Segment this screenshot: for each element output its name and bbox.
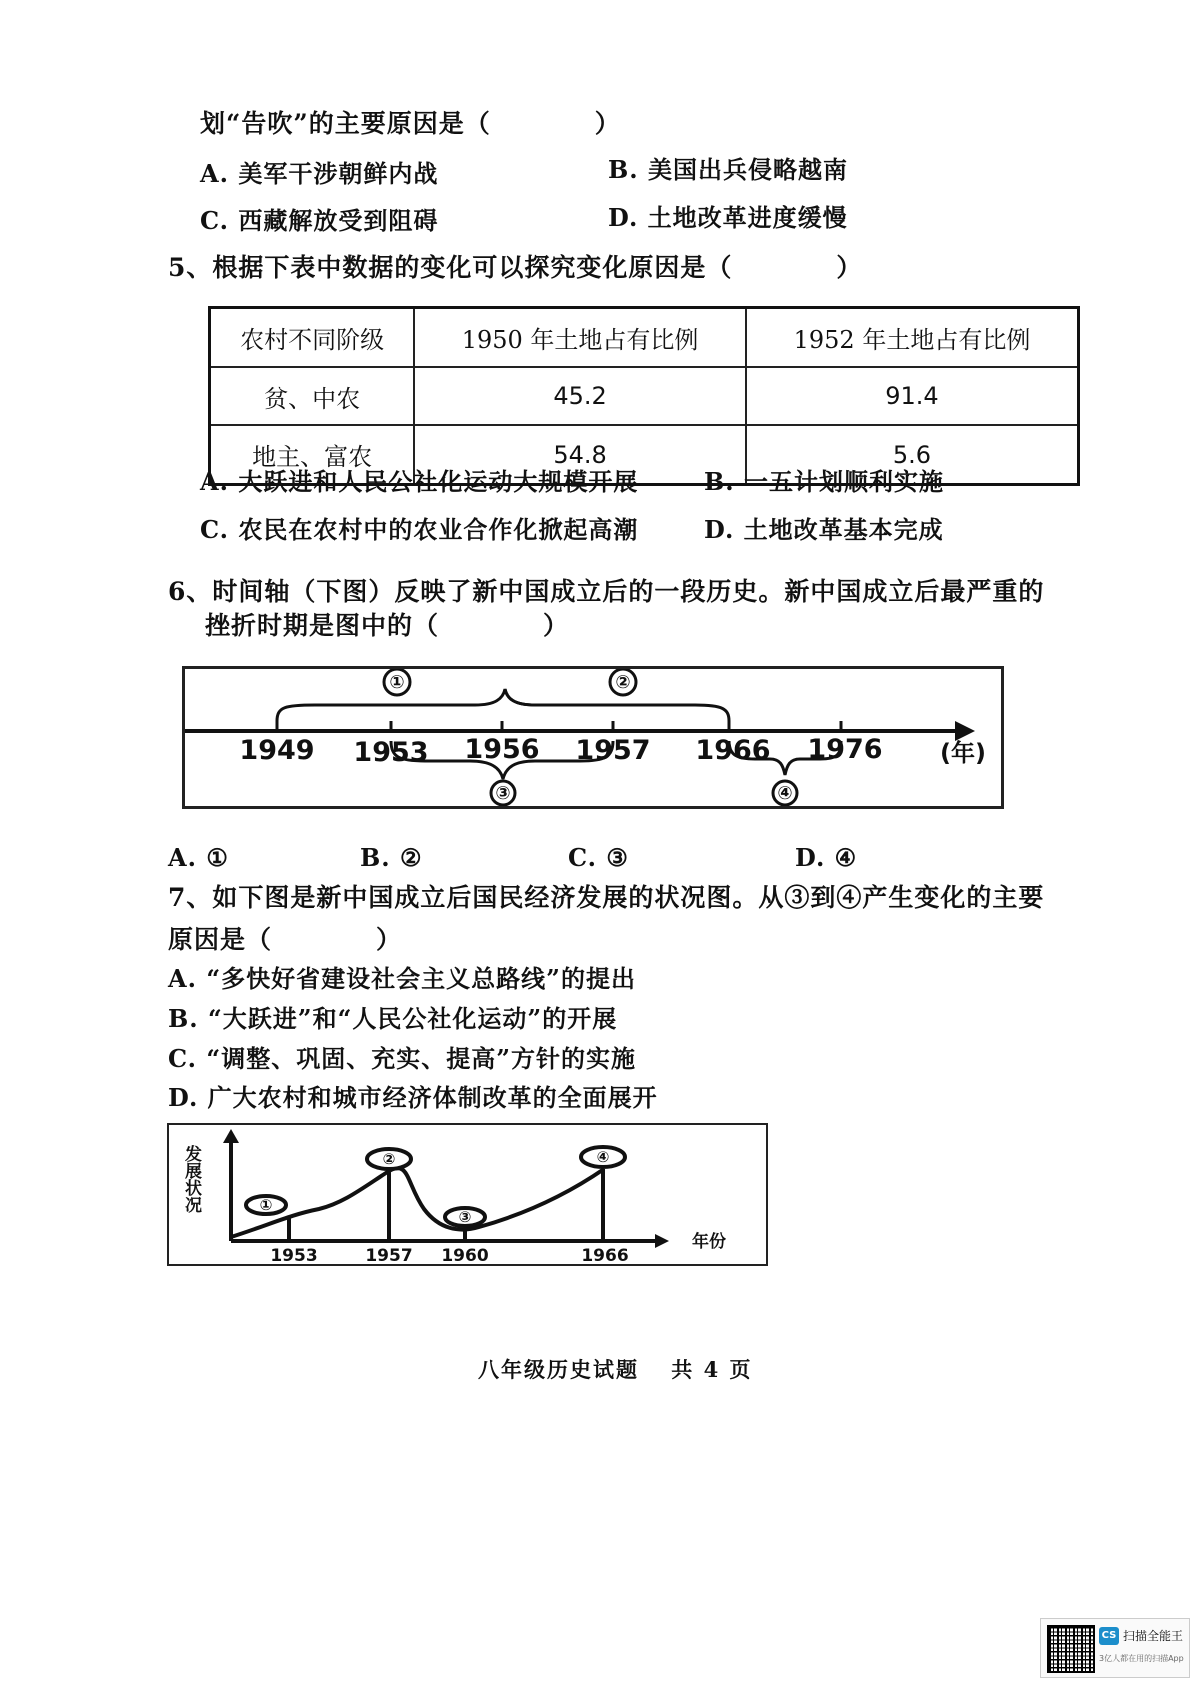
brace-label-2: ② <box>615 672 631 693</box>
point-label: ③ <box>458 1208 472 1226</box>
q6-option-b: B. ② <box>360 843 423 872</box>
timeline-arrow <box>955 721 975 741</box>
table-cell: 地主、富农 <box>210 425 415 484</box>
economy-chart-figure <box>167 1123 768 1266</box>
year-unit: (年) <box>940 739 986 767</box>
brace-label-1: ① <box>389 672 405 693</box>
q6-option-c: C. ③ <box>568 843 629 872</box>
chart-year-label: 1960 <box>441 1246 489 1264</box>
year-label: 1976 <box>807 734 883 765</box>
chart-year-label: 1966 <box>581 1246 629 1264</box>
table-header-cell: 1950 年土地占有比例 <box>414 308 746 367</box>
table-cell: 54.8 <box>414 425 746 484</box>
table-header-row <box>210 308 1079 367</box>
q7-option-c: C. “调整、巩固、充实、提高”方针的实施 <box>168 1044 636 1073</box>
table-header-cell: 农村不同阶级 <box>210 308 415 367</box>
brace-label-3: ③ <box>495 783 511 804</box>
q5-option-d: D. 土地改革基本完成 <box>704 515 944 544</box>
cs-logo-icon: CS <box>1099 1627 1119 1645</box>
y-axis-arrow <box>223 1129 239 1143</box>
y-axis-label: 发展状况 <box>181 1145 201 1213</box>
q4-option-d: D. 土地改革进度缓慢 <box>608 203 848 232</box>
economy-chart-svg <box>169 1125 766 1264</box>
year-label: 1966 <box>695 735 771 766</box>
timeline-figure <box>182 666 1004 809</box>
brace-1 <box>277 689 535 721</box>
brace-label-4: ④ <box>777 783 793 804</box>
q6-stem-line2: 挫折时期是图中的（ ） <box>205 611 570 640</box>
q5-stem: 5、根据下表中数据的变化可以探究变化原因是（ ） <box>168 253 863 282</box>
table-header-cell: 1952 年土地占有比例 <box>746 308 1079 367</box>
chart-year-label: 1957 <box>365 1246 413 1264</box>
chart-year-label: 1953 <box>270 1246 318 1264</box>
point-label: ① <box>259 1196 273 1214</box>
x-axis-arrow <box>655 1234 669 1248</box>
scanner-badge <box>1040 1618 1190 1678</box>
point-label: ② <box>382 1150 396 1168</box>
q4-option-c: C. 西藏解放受到阻碍 <box>200 206 439 235</box>
q6-option-d: D. ④ <box>795 843 858 872</box>
q7-option-b: B. “大跃进”和“人民公社化运动”的开展 <box>168 1004 618 1033</box>
qr-code-icon <box>1047 1625 1095 1673</box>
year-label: 1949 <box>239 735 315 766</box>
q5-option-c: C. 农民在农村中的农业合作化掀起高潮 <box>200 515 639 544</box>
table-cell: 5.6 <box>746 425 1079 484</box>
table-cell: 45.2 <box>414 367 746 426</box>
q7-stem-line2: 原因是（ ） <box>168 925 403 954</box>
table-cell: 91.4 <box>746 367 1079 426</box>
q7-option-a: A. “多快好省建设社会主义总路线”的提出 <box>168 964 636 993</box>
year-label: 1957 <box>575 735 651 766</box>
q4-option-a: A. 美军干涉朝鲜内战 <box>200 159 439 188</box>
timeline-svg <box>185 669 1001 806</box>
q7-option-d: D. 广大农村和城市经济体制改革的全面展开 <box>168 1083 658 1112</box>
year-label: 1956 <box>464 734 540 765</box>
table-row <box>210 367 1079 426</box>
q4-option-b: B. 美国出兵侵略越南 <box>608 155 848 184</box>
q5-option-a: A. 大跃进和人民公社化运动大规模开展 <box>200 467 639 496</box>
table-cell: 贫、中农 <box>210 367 415 426</box>
scanner-tagline: 3亿人都在用的扫描App <box>1099 1654 1184 1663</box>
land-ratio-table <box>208 306 1080 486</box>
point-label: ④ <box>596 1148 610 1166</box>
q5-option-b: B. 一五计划顺利实施 <box>704 467 944 496</box>
q6-option-a: A. ① <box>168 843 229 872</box>
page-footer: 八年级历史试题 共 4 页 <box>478 1357 753 1382</box>
x-axis-label: 年份 <box>692 1232 726 1252</box>
q6-stem-line1: 6、时间轴（下图）反映了新中国成立后的一段历史。新中国成立后最严重的 <box>168 577 1045 606</box>
q7-stem-line1: 7、如下图是新中国成立后国民经济发展的状况图。从③到④产生变化的主要 <box>168 883 1045 912</box>
q4-stem: 划“告吹”的主要原因是（ ） <box>200 109 621 138</box>
scanner-app-name: 扫描全能王 <box>1123 1629 1184 1643</box>
year-label: 1953 <box>353 737 429 768</box>
